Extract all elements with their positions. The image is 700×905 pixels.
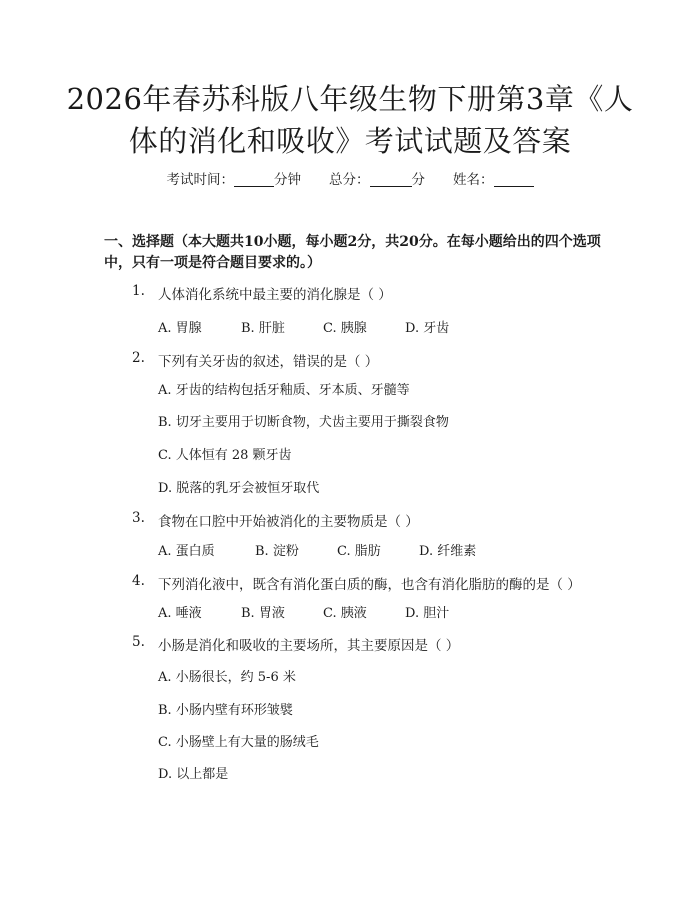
total-score-unit: 分 bbox=[411, 172, 425, 188]
option-c: C. 胰液 bbox=[323, 606, 367, 621]
option-a: A. 小肠很长，约 5-6 米 bbox=[158, 670, 296, 685]
option-d: D. 纤维素 bbox=[419, 544, 477, 559]
total-score-label: 总分： bbox=[329, 172, 370, 188]
option-b: B. 小肠内壁有环形皱襞 bbox=[158, 703, 293, 718]
option-c: C. 胰腺 bbox=[323, 321, 367, 336]
option-b: B. 肝脏 bbox=[241, 321, 285, 336]
student-name-blank bbox=[494, 172, 534, 187]
option-a: A. 唾液 bbox=[158, 606, 202, 621]
question-number: 5. bbox=[132, 634, 145, 650]
question-text: 食物在口腔中开始被消化的主要物质是（ ） bbox=[158, 514, 419, 530]
exam-time-unit: 分钟 bbox=[274, 172, 301, 188]
question-number: 4. bbox=[132, 573, 145, 589]
option-d: D. 牙齿 bbox=[405, 321, 450, 336]
page-title: 2026年春苏科版八年级生物下册第3章《人体的消化和吸收》考试试题及答案 bbox=[66, 82, 634, 158]
option-b: B. 胃液 bbox=[241, 606, 285, 621]
option-c: C. 脂肪 bbox=[337, 544, 381, 559]
student-name-label: 姓名： bbox=[453, 172, 494, 188]
total-score-blank bbox=[370, 172, 412, 187]
question-number: 3. bbox=[132, 510, 145, 526]
exam-time-label: 考试时间： bbox=[166, 172, 234, 188]
option-b: B. 切牙主要用于切断食物，犬齿主要用于撕裂食物 bbox=[158, 415, 449, 430]
option-d: D. 脱落的乳牙会被恒牙取代 bbox=[158, 481, 320, 496]
option-c: C. 人体恒有 28 颗牙齿 bbox=[158, 448, 292, 463]
option-d: D. 以上都是 bbox=[158, 767, 229, 782]
option-d: D. 胆汁 bbox=[405, 606, 450, 621]
question-text: 人体消化系统中最主要的消化腺是（ ） bbox=[158, 287, 392, 303]
option-a: A. 牙齿的结构包括牙釉质、牙本质、牙髓等 bbox=[158, 383, 410, 398]
exam-time-blank bbox=[234, 172, 274, 187]
question-number: 2. bbox=[132, 350, 145, 366]
question-text: 小肠是消化和吸收的主要场所，其主要原因是（ ） bbox=[158, 638, 460, 654]
question-text: 下列有关牙齿的叙述，错误的是（ ） bbox=[158, 354, 379, 370]
question-text: 下列消化液中，既含有消化蛋白质的酶，也含有消化脂肪的酶的是（ ） bbox=[158, 577, 581, 593]
option-c: C. 小肠壁上有大量的肠绒毛 bbox=[158, 735, 319, 750]
option-a: A. 胃腺 bbox=[158, 321, 202, 336]
option-b: B. 淀粉 bbox=[255, 544, 299, 559]
option-a: A. 蛋白质 bbox=[158, 544, 215, 559]
question-number: 1. bbox=[132, 283, 145, 299]
section-header: 一、选择题（本大题共10小题，每小题2分，共20分。在每小题给出的四个选项中，只有一项是符合题目要求的。） bbox=[104, 234, 601, 271]
exam-info-line bbox=[0, 168, 700, 188]
